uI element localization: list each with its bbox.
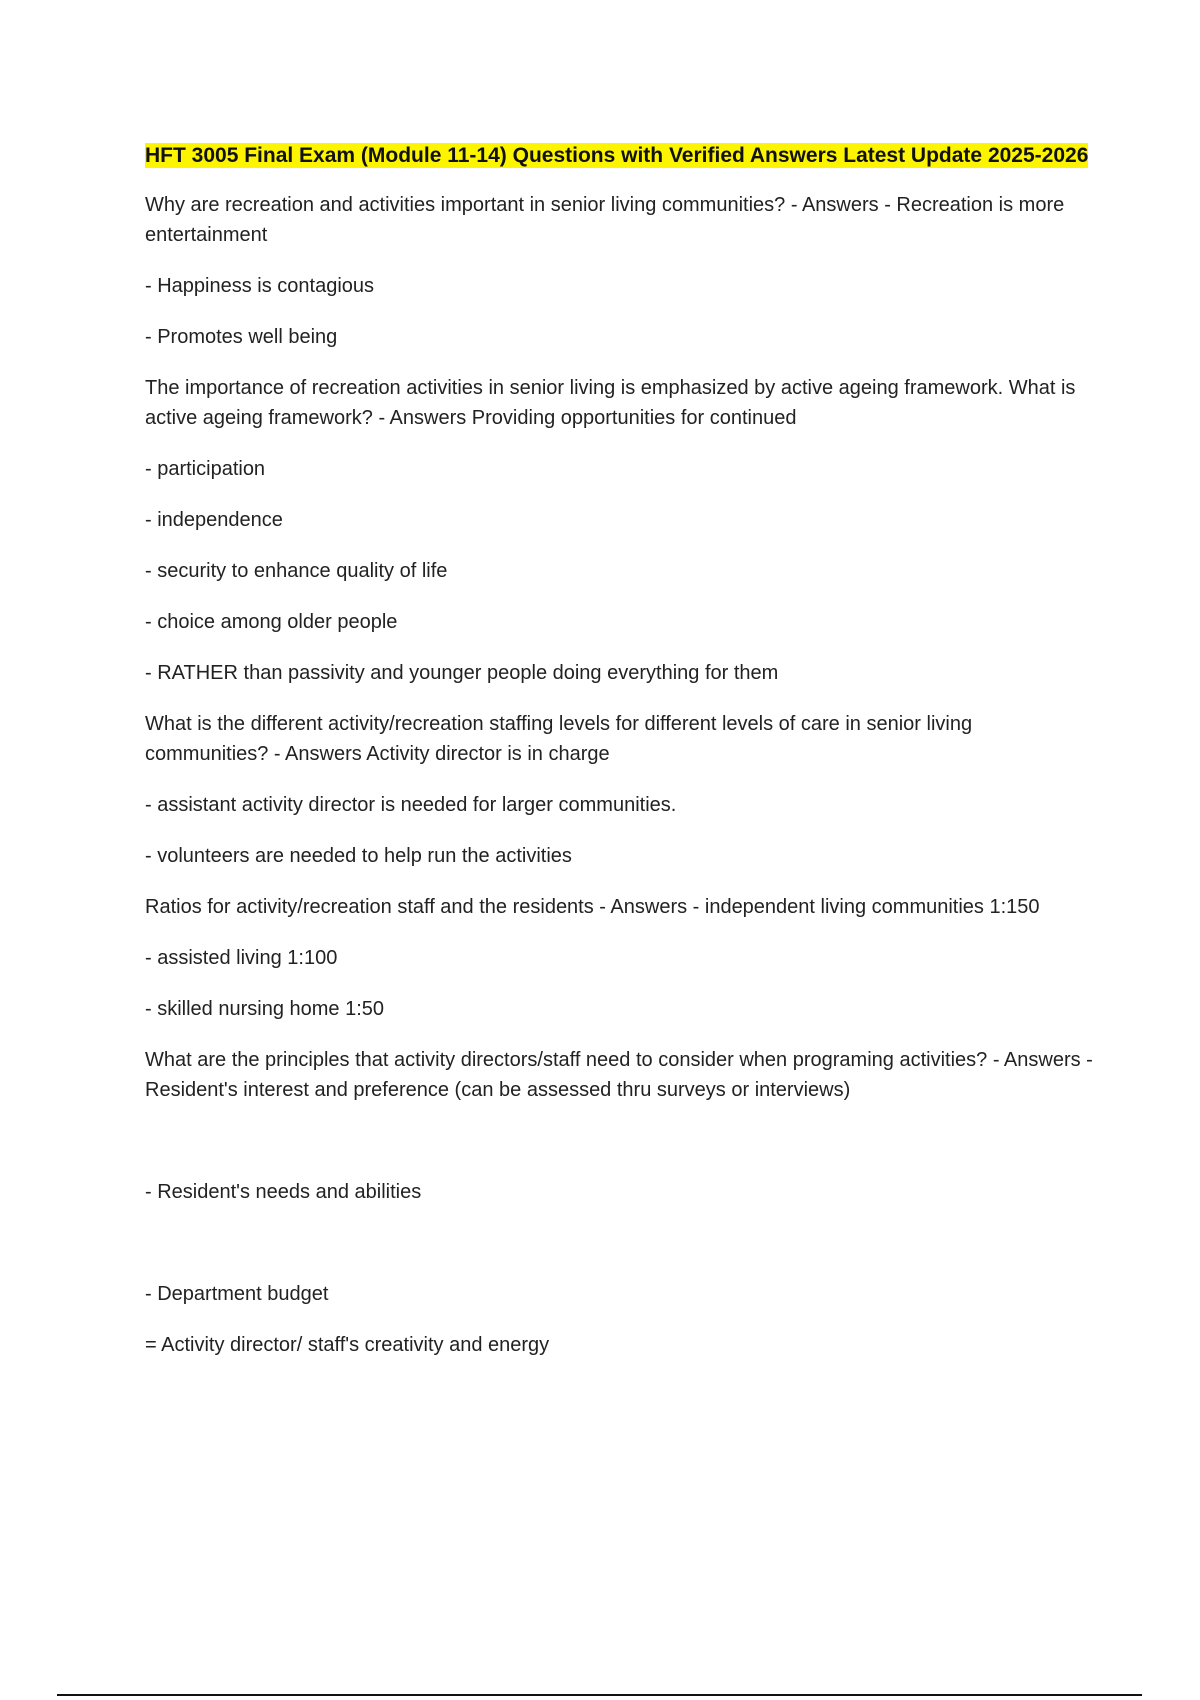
answer-item-assistant-director: - assistant activity director is needed for larger communities. [145, 794, 677, 816]
answer-item-assisted-living: - assisted living 1:100 [145, 947, 338, 969]
answer-item-budget: - Department budget [145, 1283, 329, 1305]
answer-item-participation: - participation [145, 458, 266, 480]
footer-divider [57, 1694, 1142, 1696]
answer-item-skilled-nursing: - skilled nursing home 1:50 [145, 998, 385, 1020]
answer-item-well-being: - Promotes well being [145, 326, 338, 348]
answer-item-needs-abilities: - Resident's needs and abilities [145, 1181, 422, 1203]
answer-item-choice: - choice among older people [145, 611, 398, 633]
title-highlight: HFT 3005 Final Exam (Module 11-14) Questions with Verified Answers Latest Update 2025-2026 [145, 144, 1089, 167]
question-recreation-importance: Why are recreation and activities important in senior living communities? - Answers - Recreation is more entertainment [145, 194, 1065, 246]
answer-item-security: - security to enhance quality of life [145, 560, 448, 582]
document-title [145, 140, 1095, 172]
question-staff-ratios: Ratios for activity/recreation staff and the residents - Answers - independent living communities 1:150 [145, 896, 1040, 918]
question-active-ageing: The importance of recreation activities in senior living is emphasized by active ageing framework. What is active ageing framework? - Answers Providing opportunities for continued [145, 377, 1076, 429]
answer-item-happiness: - Happiness is contagious [145, 275, 375, 297]
answer-item-creativity: = Activity director/ staff's creativity and energy [145, 1334, 550, 1356]
question-programming-principles: What are the principles that activity directors/staff need to consider when programing activities? - Answers - Resident's interest and preference (can be assessed thru surveys or interviews) [145, 1049, 1093, 1101]
answer-item-independence: - independence [145, 509, 283, 531]
question-staffing-levels: What is the different activity/recreation staffing levels for different levels of care in senior living communities? - Answers Activity director is in charge [145, 713, 973, 765]
document-page [145, 140, 1095, 1381]
answer-item-rather: - RATHER than passivity and younger people doing everything for them [145, 662, 779, 684]
answer-item-volunteers: - volunteers are needed to help run the activities [145, 845, 572, 867]
